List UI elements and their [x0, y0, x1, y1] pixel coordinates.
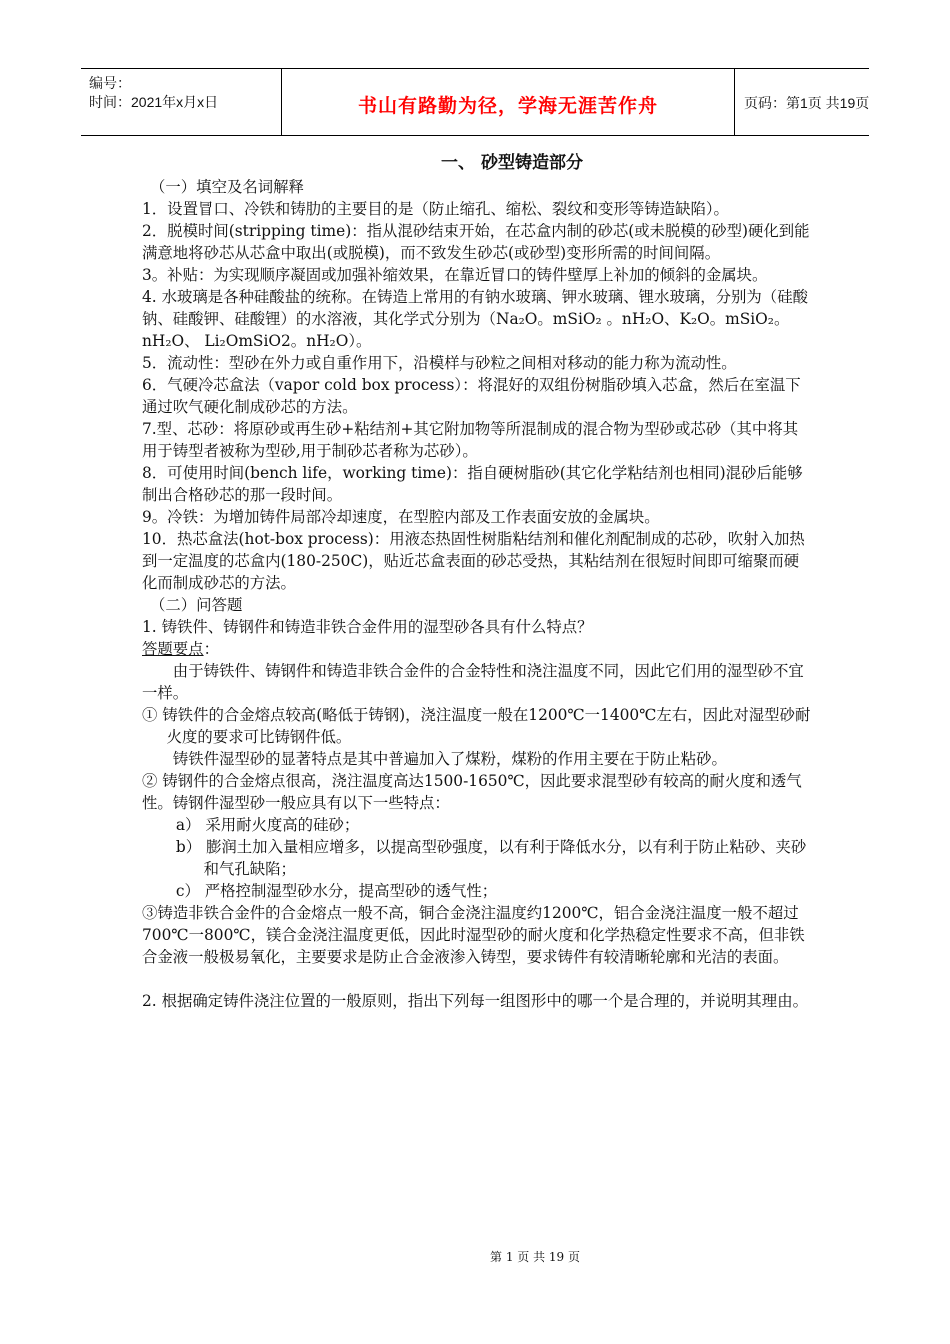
- spacer: [142, 968, 812, 990]
- document-body: [142, 150, 812, 1012]
- code-label: 编号：: [89, 75, 131, 91]
- answer-point-2: ② 铸钢件的合金熔点很高，浇注温度高达1500-1650℃，因此要求混型砂有较高的耐火度和透气性。铸钢件湿型砂一般应具有以下一些特点：: [142, 772, 802, 812]
- list-item: c） 严格控制湿型砂水分，提高型砂的透气性；: [175, 882, 498, 900]
- answer-label: 答题要点: [142, 640, 204, 658]
- question-2: 2. 根据确定铸件浇注位置的一般原则，指出下列每一组图形中的哪一个是合理的，并说明其理由。: [142, 992, 808, 1010]
- question-1: 1. 铸铁件、铸钢件和铸造非铁合金件用的湿型砂各具有什么特点？: [142, 618, 593, 636]
- answer-point-1-note: 铸铁件湿型砂的显著特点是其中普遍加入了煤粉，煤粉的作用主要在于防止粘砂。: [172, 750, 727, 768]
- list-item: 5．流动性：型砂在外力或自重作用下，沿模样与砂粒之间相对移动的能力称为流动性。: [142, 354, 737, 372]
- list-item: 8．可使用时间(bench life，working time)：指自硬树脂砂(其它化学粘结剂也相同)混砂后能够制出合格砂芯的那一段时间。: [142, 464, 803, 504]
- time-label: 时间：2021年x月x日: [89, 94, 219, 110]
- answer-intro: 由于铸铁件、铸钢件和铸造非铁合金件的合金特性和浇注温度不同，因此它们用的湿型砂不宜一样。: [142, 662, 804, 702]
- footer-page-number: 第 1 页 共 19 页: [490, 1250, 580, 1264]
- part2-heading: （二）问答题: [150, 596, 243, 614]
- list-item: 10．热芯盒法(hot-box process)：用液态热固性树脂粘结剂和催化剂配制成的芯砂，吹射入加热到一定温度的芯盒内(180-250C)，贴近芯盒表面的砂芯受热，其粘结剂在很短时间即可缩聚而硬化而制成砂芯的方法。: [142, 530, 805, 592]
- list-item: b） 膨润土加入量相应增多，以提高型砂强度，以有利于降低水分，以有利于防止粘砂、夹砂和气孔缺陷；: [175, 838, 807, 878]
- answer-colon: ：: [203, 640, 219, 658]
- section-title: 一、 砂型铸造部分: [441, 153, 583, 173]
- list-item: 7.型、芯砂：将原砂或再生砂+粘结剂+其它附加物等所混制成的混合物为型砂或芯砂（其中将其用于铸型者被称为型砂,用于制砂芯者称为芯砂）。: [142, 420, 799, 460]
- list-item: 4. 水玻璃是各种硅酸盐的统称。在铸造上常用的有钠水玻璃、钾水玻璃、锂水玻璃，分别为（硅酸钠、硅酸钾、硅酸锂）的水溶液，其化学式分别为（Na₂O。mSiO₂ 。nH₂O、K₂O。mSiO₂。nH₂O、 Li₂OmSiO2。nH₂O）。: [142, 288, 808, 350]
- answer-point-3: ③铸造非铁合金件的合金熔点一般不高，铜合金浇注温度约1200℃，铝合金浇注温度一般不超过700℃一800℃，镁合金浇注温度更低，因此时湿型砂的耐火度和化学热稳定性要求不高，但非铁合金液一般极易氧化，主要要求是防止合金液渗入铸型，要求铸件有较清晰轮廓和光洁的表面。: [142, 904, 805, 966]
- page-header: [81, 68, 869, 136]
- list-item: 9。冷铁：为增加铸件局部冷却速度，在型腔内部及工作表面安放的金属块。: [142, 508, 660, 526]
- answer-label-line: [142, 638, 812, 660]
- list-item: 3。补贴：为实现顺序凝固或加强补缩效果，在靠近冒口的铸件壁厚上补加的倾斜的金属块。: [142, 266, 768, 284]
- page-footer: [0, 1248, 950, 1265]
- part1-heading: （一）填空及名词解释: [150, 178, 304, 196]
- answer-point-1: ① 铸铁件的合金熔点较高(略低于铸钢)，浇注温度一般在1200℃一1400℃左右，因此对湿型砂耐火度的要求可比铸钢件低。: [142, 706, 811, 746]
- list-item: 1．设置冒口、冷铁和铸肋的主要目的是（防止缩孔、缩松、裂纹和变形等铸造缺陷）。: [142, 200, 729, 218]
- list-item: 2．脱模时间(stripping time)：指从混砂结束开始，在芯盒内制的砂芯(或未脱模的砂型)硬化到能满意地将砂芯从芯盒中取出(或脱模)，而不致发生砂芯(或砂型)变形所需的时间间隔。: [142, 222, 810, 262]
- list-item: 6．气硬冷芯盒法（vapor cold box process）：将混好的双组份树脂砂填入芯盒，然后在室温下通过吹气硬化制成砂芯的方法。: [142, 376, 801, 416]
- page-code: 页码：第1页 共19页: [744, 95, 870, 111]
- header-page-cell: [734, 69, 869, 135]
- motto: 书山有路勤为径，学海无涯苦作舟: [357, 95, 658, 117]
- header-motto-cell: [281, 69, 735, 135]
- list-item: a） 采用耐火度高的硅砂；: [175, 816, 360, 834]
- header-meta-cell: [81, 69, 281, 135]
